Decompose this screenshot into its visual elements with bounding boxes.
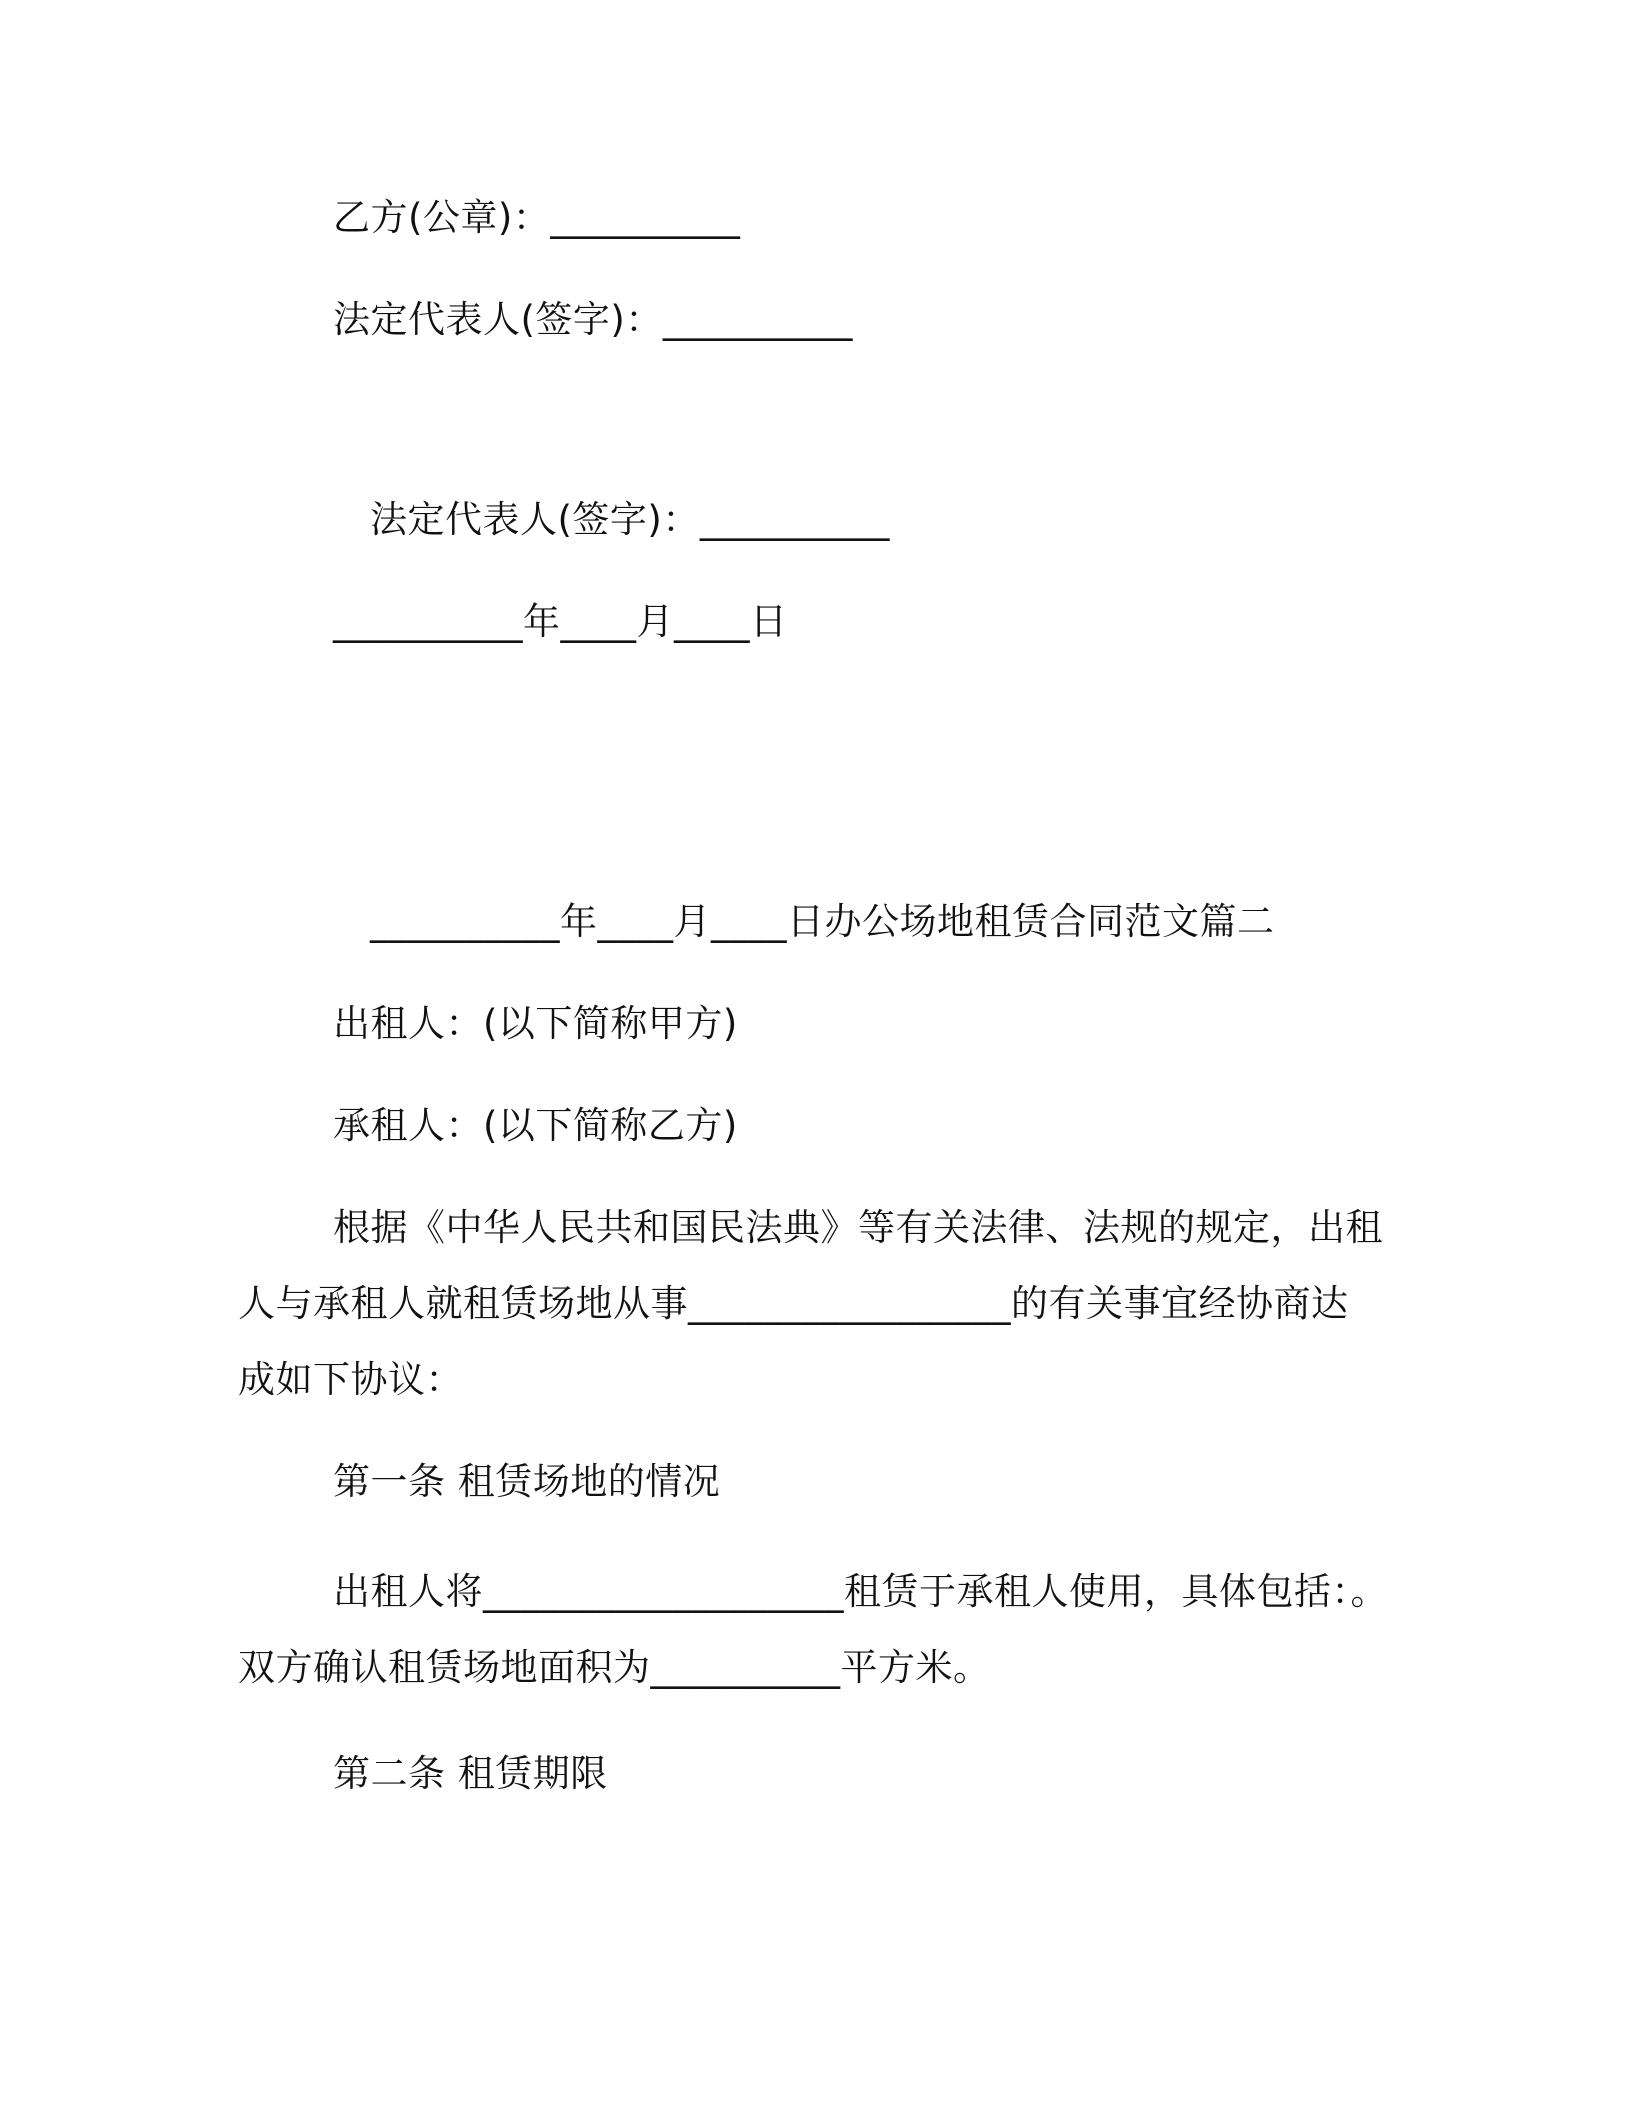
- section-title: __________年____月____日办公场地租赁合同范文篇二: [370, 900, 1275, 943]
- article-two-heading: 第二条 租赁期限: [333, 1752, 608, 1795]
- legal-rep-signature-line-2: 法定代表人(签字)：__________: [370, 498, 890, 541]
- article-one-heading: 第一条 租赁场地的情况: [333, 1460, 721, 1503]
- paragraph-line-1: 根据《中华人民共和国民法典》等有关法律、法规的规定，出租: [333, 1206, 1383, 1249]
- paragraph-line-3: 成如下协议：: [238, 1358, 463, 1401]
- lessee-line: 承租人：(以下简称乙方): [333, 1104, 738, 1147]
- article-one-line-2: 双方确认租赁场地面积为__________平方米。: [238, 1646, 991, 1689]
- legal-rep-signature-line-1: 法定代表人(签字)：__________: [333, 298, 853, 341]
- party-b-seal-line: 乙方(公章)：__________: [333, 196, 741, 239]
- paragraph-line-2: 人与承租人就租赁场地从事_________________的有关事宜经协商达: [238, 1282, 1349, 1325]
- article-one-line-1: 出租人将___________________租赁于承租人使用，具体包括：。: [333, 1570, 1388, 1613]
- date-line: __________年____月____日: [333, 600, 788, 643]
- lessor-line: 出租人：(以下简称甲方): [333, 1002, 738, 1045]
